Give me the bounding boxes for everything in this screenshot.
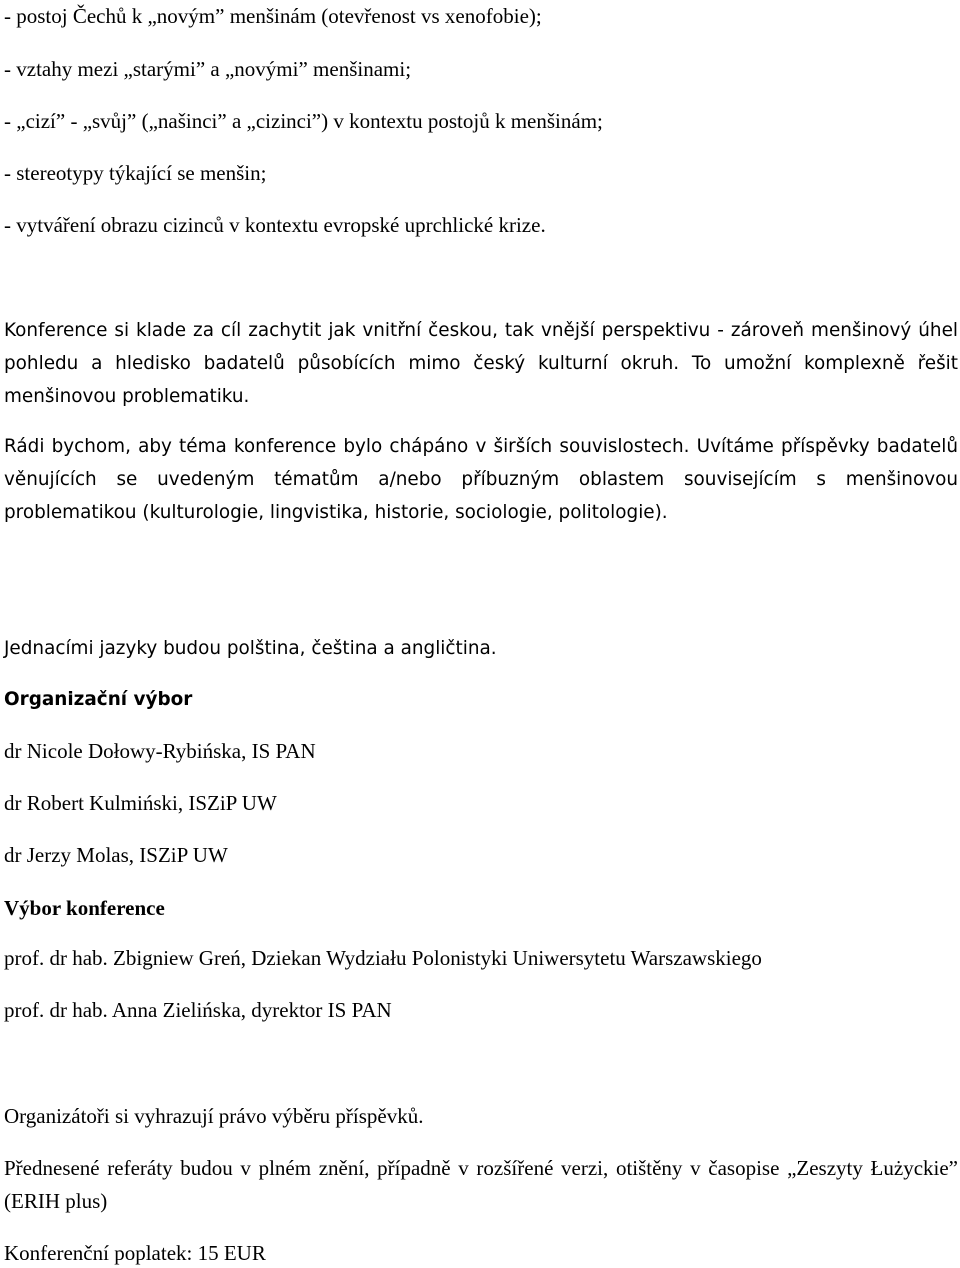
topic-bullet: - „cizí” - „svůj” („našinci” a „cizinci”) v kontextu postojů k menšinám; (4, 109, 603, 133)
topic-bullet: - vytváření obrazu cizinců v kontextu evropské uprchlické krize. (4, 213, 546, 237)
conference-committee-heading: Výbor konference (4, 896, 165, 920)
scope-paragraph: Rádi bychom, aby téma konference bylo chápáno v širších souvislostech. Uvítáme příspěvky badatelů věnujících se uvedeným tématům a/nebo příbuzným oblastem souvisejícím s menšinovou problematikou (kulturologie, lingvistika, historie, sociologie, politologie). (4, 436, 958, 523)
topic-bullet: - vztahy mezi „starými” a „novými” menšinami; (4, 57, 412, 81)
organizing-committee-heading: Organizační výbor (4, 689, 193, 710)
conference-committee-member: prof. dr hab. Zbigniew Greń, Dziekan Wydziału Polonistyki Uniwersytetu Warszawskiego (4, 946, 762, 970)
organizing-committee-member: dr Jerzy Molas, ISZiP UW (4, 843, 228, 867)
selection-note: Organizátoři si vyhrazují právo výběru příspěvků. (4, 1104, 424, 1128)
organizing-committee-member: dr Robert Kulmiński, ISZiP UW (4, 791, 277, 815)
topic-bullet: - stereotypy týkající se menšin; (4, 161, 267, 185)
languages-note: Jednacími jazyky budou polština, čeština a angličtina. (4, 638, 497, 659)
conference-goal-paragraph: Konference si klade za cíl zachytit jak vnitřní českou, tak vnější perspektivu - zároveň menšinový úhel pohledu a hledisko badatelů působících mimo český kulturní okruh. To umožní komplexně řešit menšinovou problematiku. (4, 320, 958, 407)
organizing-committee-member: dr Nicole Dołowy-Rybińska, IS PAN (4, 739, 316, 763)
publication-note: Přednesené referáty budou v plném znění, případně v rozšířené verzi, otištěny v časopise „Zeszyty Łużyckie” (ERIH plus) (4, 1156, 958, 1213)
conference-fee: Konferenční poplatek: 15 EUR (4, 1241, 266, 1265)
topic-bullet: - postoj Čechů k „novým” menšinám (otevřenost vs xenofobie); (4, 4, 542, 28)
conference-committee-member: prof. dr hab. Anna Zielińska, dyrektor IS PAN (4, 998, 392, 1022)
